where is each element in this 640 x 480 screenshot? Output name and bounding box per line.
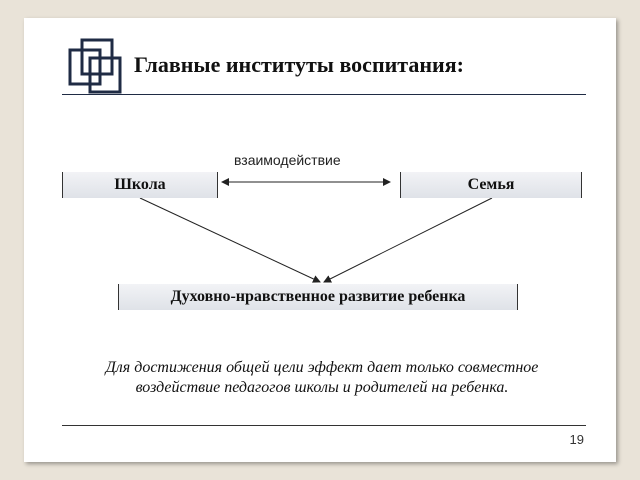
node-family-label: Семья (467, 176, 515, 193)
conclusion-note: Для достижения общей цели эффект дает только совместное воздействие педагогов школы и родителей на ребенка. (105, 359, 539, 396)
node-result (118, 284, 518, 310)
school-to-result-arrow (140, 198, 320, 282)
family-to-result-arrow (324, 198, 492, 282)
node-school (62, 172, 218, 198)
slide (24, 18, 616, 462)
interaction-label: взаимодействие (234, 152, 341, 168)
node-result-label: Духовно-нравственное развитие ребенка (170, 288, 466, 305)
node-family (400, 172, 582, 198)
slide-title: Главные институты воспитания: (134, 52, 464, 77)
footer-divider (62, 425, 586, 426)
page-number: 19 (569, 432, 584, 447)
node-school-label: Школа (114, 176, 166, 193)
